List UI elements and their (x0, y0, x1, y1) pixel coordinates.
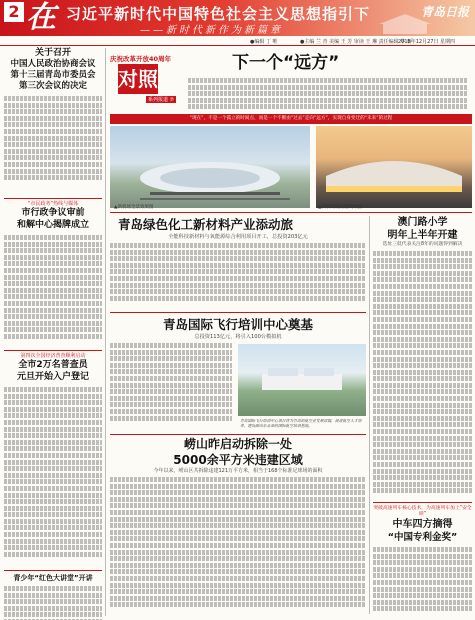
youth-body (4, 586, 102, 620)
notice-title-1: 关于召开 (34, 48, 71, 58)
notice-title-2: 中国人民政治协商会议 (10, 59, 96, 69)
school-title-2: 明年上半年开建 (387, 230, 458, 241)
school-article (373, 216, 472, 501)
school-subtitle: 选址三低代表关注8年的问题得到解决 (382, 242, 463, 247)
notice-title-4: 第三次会议的决定 (18, 81, 87, 91)
mediation-body (4, 235, 102, 339)
series-badge (110, 54, 182, 106)
divider (110, 312, 366, 313)
crrc-kicker: 突破高速列车核心技术，为高速列车加上“安全锁” (373, 506, 472, 517)
feature-lede (188, 78, 468, 112)
school-title-1: 澳门路小学 (397, 217, 448, 228)
crrc-body (373, 547, 472, 619)
photo-caption-right: ▲新机场航站楼效果图 (318, 205, 362, 210)
notice-body (4, 96, 102, 181)
chem-body (110, 243, 366, 303)
banner-zai-char: 在 (26, 0, 56, 35)
meta-staff: ●主编 兰 青 美编 王 芳 审读 王 琳 责任编辑 华 新 (300, 39, 412, 45)
main-area (110, 48, 472, 616)
chem-article (110, 216, 366, 303)
banner-title: 习近平新时代中国特色社会主义思想指引下 (66, 5, 371, 23)
feature-quote-bar (110, 114, 472, 124)
airport-aerial-photo (110, 126, 310, 208)
laoshan-subtitle: 今年以来，崂山区共拆除违建121万平方米，相当于168个标准足球场的面积 (153, 468, 323, 474)
mediation-kicker: “市民政务”热线与媒体 (27, 201, 79, 207)
laoshan-body (110, 477, 366, 613)
column-divider (369, 216, 370, 614)
chem-title: 青岛绿色化工新材料产业添动旅 (118, 217, 294, 232)
meta-editor: ●编辑 丁 唯 (250, 39, 278, 45)
flight-center-image (238, 344, 366, 416)
census-title-1: 全市2万名普查员 (18, 360, 88, 370)
terminal-night-photo (316, 126, 472, 208)
notice-title-3: 第十三届青岛市委员会 (10, 70, 96, 80)
notice-article (4, 48, 102, 181)
flight-title: 青岛国际飞行培训中心奠基 (162, 317, 313, 332)
census-title-2: 元旦开始入户登记 (16, 372, 89, 382)
page-number: 2 (4, 2, 24, 22)
flight-center-photo (238, 344, 366, 416)
mediation-title-1: 市行政争议审前 (21, 208, 85, 218)
crrc-title-2: “中国专利金奖” (387, 532, 458, 543)
mediation-title-2: 和解中心揭牌成立 (16, 220, 89, 230)
feature-title: 下一个“远方” (232, 53, 340, 73)
left-column (4, 48, 106, 616)
series-badge-main: 对照 (118, 64, 158, 94)
crrc-article (373, 506, 472, 619)
feature-quote: “现在”，不是一个孤立的时间点，而是一个不断由“过去”走向“远方”，实现自身变迁的“未来”的过程 (189, 116, 393, 121)
page-banner (0, 0, 475, 36)
banner-subtitle: ——新时代新作为新篇章 (140, 25, 283, 36)
meta-date: 2018年12月27日 星期四 (398, 39, 456, 45)
series-badge-sub: 系列报道 ⑦ (148, 97, 175, 103)
census-body (4, 387, 102, 557)
newspaper-logo: 青岛日报 (420, 5, 469, 19)
crrc-title-1: 中车四方摘得 (392, 519, 453, 530)
divider (4, 350, 102, 351)
divider (4, 570, 102, 571)
feature-header (110, 48, 472, 112)
meta-bar (0, 37, 475, 46)
flight-body (110, 343, 232, 423)
terminal-image (316, 126, 472, 208)
divider (110, 212, 472, 213)
airport-aerial-image (110, 126, 310, 208)
laoshan-title-2: 5000余平方米违建区域 (173, 453, 303, 467)
mediation-article (4, 201, 102, 339)
divider (373, 502, 472, 503)
census-article (4, 353, 102, 557)
laoshan-title-1: 崂山昨启动拆除一处 (183, 437, 292, 451)
flight-photo-caption: 青岛国际飞行培训中心项目将为青岛的航空业发展添翼，促进航空人才培养，建设面向东北亚的国际航空培训基地。 (240, 418, 362, 428)
photo-caption-left: ▲新机场全景效果图 (114, 205, 154, 210)
census-kicker: 第四次全国经济普查顺利启动 (20, 353, 86, 359)
divider (4, 198, 102, 199)
youth-article (4, 573, 102, 620)
series-badge-top: 庆祝改革开放40周年 (110, 55, 172, 63)
school-body (373, 251, 472, 501)
chem-subtitle: 全能科技新材料与氧能源综合利用项目开工，总投资203亿元 (168, 234, 308, 240)
flight-subtitle: 总投资113亿元，将引入100台模拟机 (194, 334, 282, 340)
youth-title: 青少年“红色大讲堂”开讲 (13, 574, 93, 582)
divider (110, 434, 366, 435)
